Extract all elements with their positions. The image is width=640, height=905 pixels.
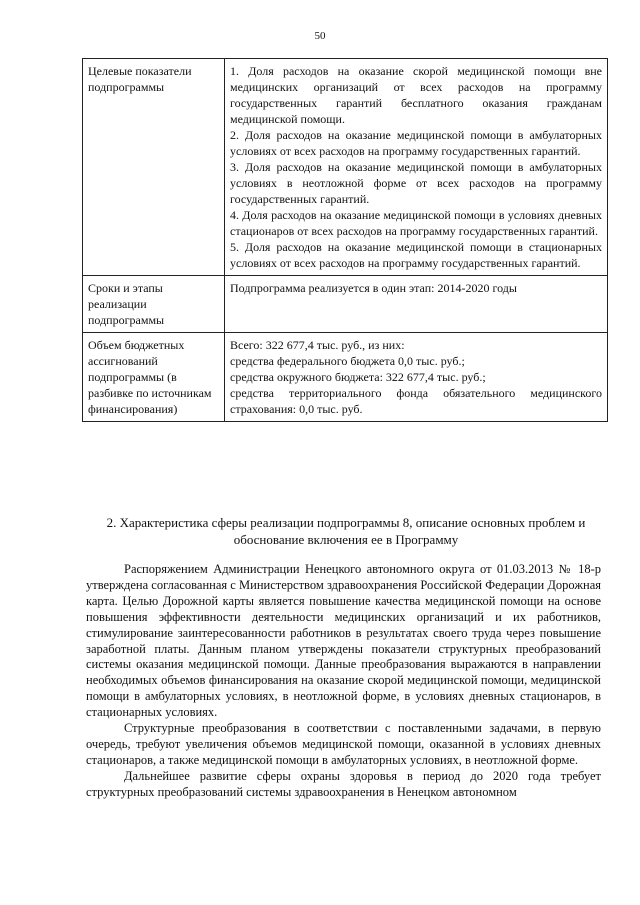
indicator-item: 1. Доля расходов на оказание скорой медицинской помощи вне медицинских организаций от всех расходов на программу государственных гарантий бесплатного оказания гражданам медицинской помощи. bbox=[230, 64, 602, 126]
paragraph: Распоряжением Администрации Ненецкого автономного округа от 01.03.2013 № 18-р утверждена согласованная с Министерством здравоохранения Российской Федерации Дорожная карта. Целью Дорожной карты является повышение качества медицинской помощи на основе повышения эффективности деятельности медицинских организаций и их работников, стимулирование заинтересованности работников в результатах своего труда через повышение заработной платы. Данным планом утверждены показатели структурных преобразований системы оказания медицинской помощи. Данные преобразования выражаются в направлении необходимых объемов финансирования на оказание скорой медицинской помощи, медицинской помощи в амбулаторных условиях, в неотложной форме, в условиях дневных стационаров, в стационарных условиях. bbox=[86, 562, 601, 720]
row-value-funding bbox=[225, 333, 608, 422]
row-value-terms bbox=[225, 276, 608, 333]
indicator-item: 3. Доля расходов на оказание медицинской помощи в амбулаторных условиях в неотложной форме от всех расходов на программу государственных гарантий. bbox=[230, 160, 602, 206]
indicator-item: 2. Доля расходов на оказание медицинской помощи в амбулаторных условиях от всех расходов на программу государственных гарантий. bbox=[230, 128, 602, 158]
terms-text: Подпрограмма реализуется в один этап: 2014-2020 годы bbox=[230, 281, 517, 295]
table-row bbox=[83, 59, 608, 276]
row-label-terms: Сроки и этапы реализации подпрограммы bbox=[83, 276, 225, 333]
funding-line: средства федерального бюджета 0,0 тыс. руб.; bbox=[230, 354, 465, 368]
indicator-item: 5. Доля расходов на оказание медицинской помощи в стационарных условиях от всех расходов на программу государственных гарантий. bbox=[230, 240, 602, 270]
row-value-target-indicators bbox=[225, 59, 608, 276]
page-number: 50 bbox=[314, 30, 326, 42]
funding-line: средства окружного бюджета: 322 677,4 тыс. руб.; bbox=[230, 370, 486, 384]
row-label-target-indicators: Целевые показатели подпрограммы bbox=[83, 59, 225, 276]
indicator-item: 4. Доля расходов на оказание медицинской помощи в условиях дневных стационаров от всех расходов на программу государственных гарантий. bbox=[230, 208, 602, 238]
paragraph: Дальнейшее развитие сферы охраны здоровья в период до 2020 года требует структурных преобразований системы здравоохранения в Ненецком автономном bbox=[86, 768, 601, 799]
subprogram-passport-table bbox=[82, 58, 608, 422]
row-label-funding: Объем бюджетных ассигнований подпрограммы (в разбивке по источникам финансирования) bbox=[83, 333, 225, 422]
paragraph: Структурные преобразования в соответствии с поставленными задачами, в первую очередь, требуют увеличения объемов медицинской помощи, оказанной в условиях дневных стационаров, а также медицинской помощи в амбулаторных условиях, в неотложной форме. bbox=[86, 721, 601, 767]
section-body bbox=[86, 562, 601, 801]
table-row bbox=[83, 276, 608, 333]
funding-line: Всего: 322 677,4 тыс. руб., из них: bbox=[230, 338, 405, 352]
section-heading: 2. Характеристика сферы реализации подпрограммы 8, описание основных проблем и обоснование включения ее в Программу bbox=[106, 515, 586, 547]
table-row bbox=[83, 333, 608, 422]
funding-line: средства территориального фонда обязательного медицинского страхования: 0,0 тыс. руб. bbox=[230, 386, 602, 416]
